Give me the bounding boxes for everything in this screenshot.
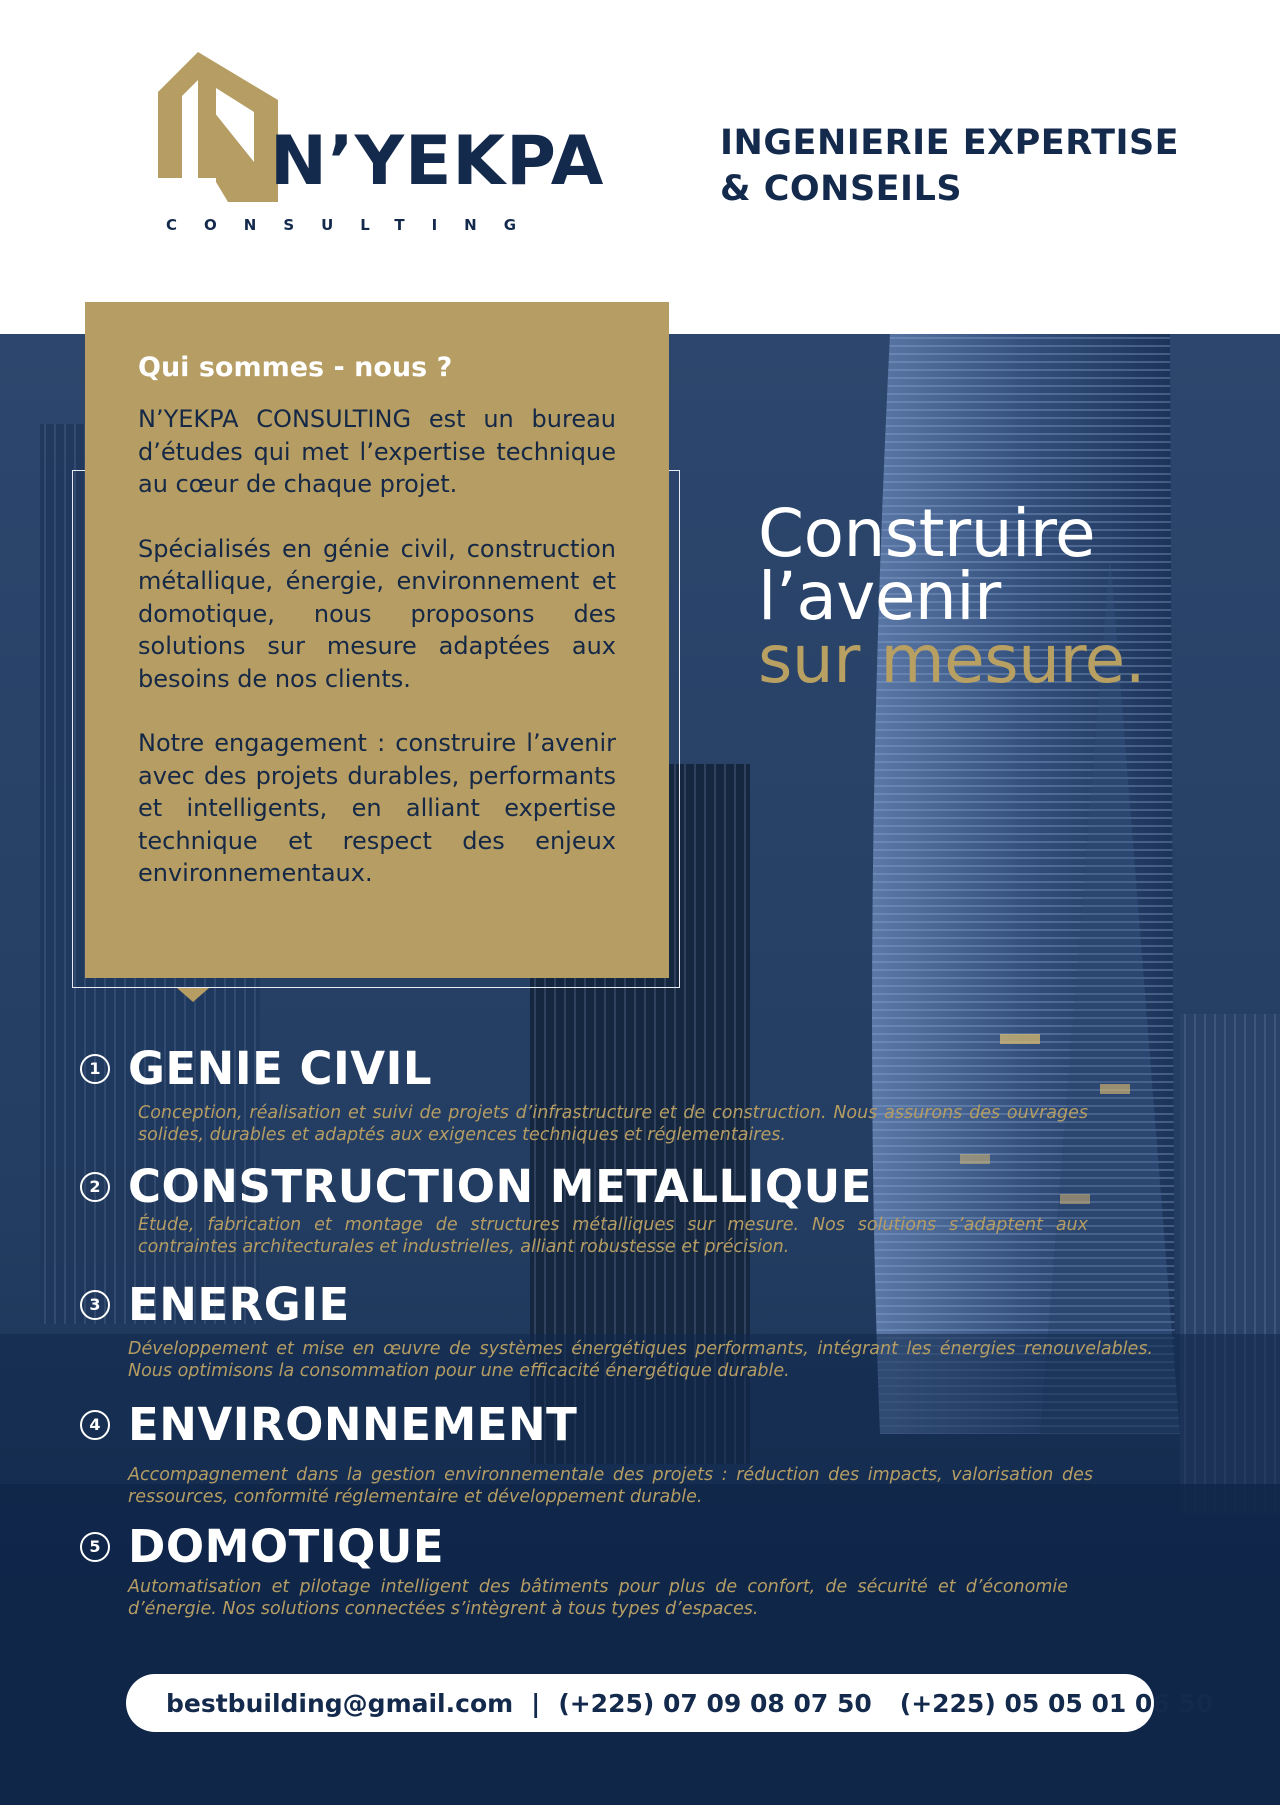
header bbox=[0, 0, 1280, 334]
brand-subtitle: CONSULTING bbox=[166, 216, 544, 234]
about-card bbox=[85, 302, 669, 978]
service-number: 4 bbox=[80, 1410, 110, 1440]
contact-bar bbox=[126, 1674, 1214, 1732]
contact-phone-1[interactable]: (+225) 07 09 08 07 50 bbox=[558, 1688, 872, 1718]
headline-line3: sur mesure. bbox=[758, 621, 1146, 698]
company-logo bbox=[158, 52, 605, 242]
service-number: 5 bbox=[80, 1532, 110, 1562]
hero-headline bbox=[758, 495, 1258, 698]
service-title: ENVIRONNEMENT bbox=[128, 1398, 578, 1451]
service-title: ENERGIE bbox=[128, 1278, 350, 1331]
brand-name: N’YEKPA bbox=[270, 122, 605, 201]
service-description: Automatisation et pilotage intelligent des bâtiments pour plus de confort, de sécurité et d’économie d’énergie. Nos solutions connectées s’intègrent à tous types d’espaces. bbox=[128, 1577, 1068, 1619]
service-description: Conception, réalisation et suivi de projets d’infrastructure et de construction. Nous assurons des ouvrages solides, durables et adaptés aux exigences techniques et réglementaires. bbox=[138, 1103, 1088, 1145]
contact-separator: | bbox=[531, 1688, 541, 1718]
contact-phone-2[interactable]: (+225) 05 05 01 06 50 bbox=[899, 1688, 1214, 1718]
house-logo-icon bbox=[158, 52, 278, 202]
tagline-line2: & CONSEILS bbox=[720, 169, 963, 209]
about-paragraph: Spécialisés en génie civil, construction métallique, énergie, environnement et domotique, nous proposons des solutions sur mesure adaptées aux besoins de nos clients. bbox=[138, 534, 616, 693]
about-heading: Qui sommes - nous ? bbox=[138, 352, 453, 383]
card-pointer bbox=[177, 988, 209, 1002]
tagline bbox=[720, 120, 1240, 212]
service-description: Développement et mise en œuvre de systèmes énergétiques performants, intégrant les énergies renouvelables. Nous optimisons la consommation pour une efficacité énergétique durable. bbox=[128, 1339, 1153, 1381]
service-description: Accompagnement dans la gestion environnementale des projets : réduction des impacts, valorisation des ressources, conformité réglementaire et développement durable. bbox=[128, 1465, 1093, 1507]
service-title: GENIE CIVIL bbox=[128, 1042, 432, 1095]
service-title: CONSTRUCTION METALLIQUE bbox=[128, 1160, 872, 1213]
headline-line2: l’avenir bbox=[758, 558, 1001, 635]
service-number: 3 bbox=[80, 1290, 110, 1320]
headline-line1: Construire bbox=[758, 495, 1096, 572]
service-number: 1 bbox=[80, 1054, 110, 1084]
about-paragraph: Notre engagement : construire l’avenir avec des projets durables, performants et intelligents, en alliant expertise technique et respect des enjeux environnementaux. bbox=[138, 729, 616, 887]
service-title: DOMOTIQUE bbox=[128, 1520, 445, 1573]
tagline-line1: INGENIERIE EXPERTISE bbox=[720, 123, 1180, 163]
about-paragraph: N’YEKPA CONSULTING est un bureau d’études qui met l’expertise technique au cœur de chaque projet. bbox=[138, 405, 616, 498]
service-number: 2 bbox=[80, 1172, 110, 1202]
contact-email[interactable]: bestbuilding@gmail.com bbox=[166, 1688, 514, 1718]
service-description: Étude, fabrication et montage de structures métalliques sur mesure. Nos solutions s’adaptent aux contraintes architecturales et industrielles, alliant robustesse et précision. bbox=[138, 1215, 1088, 1257]
